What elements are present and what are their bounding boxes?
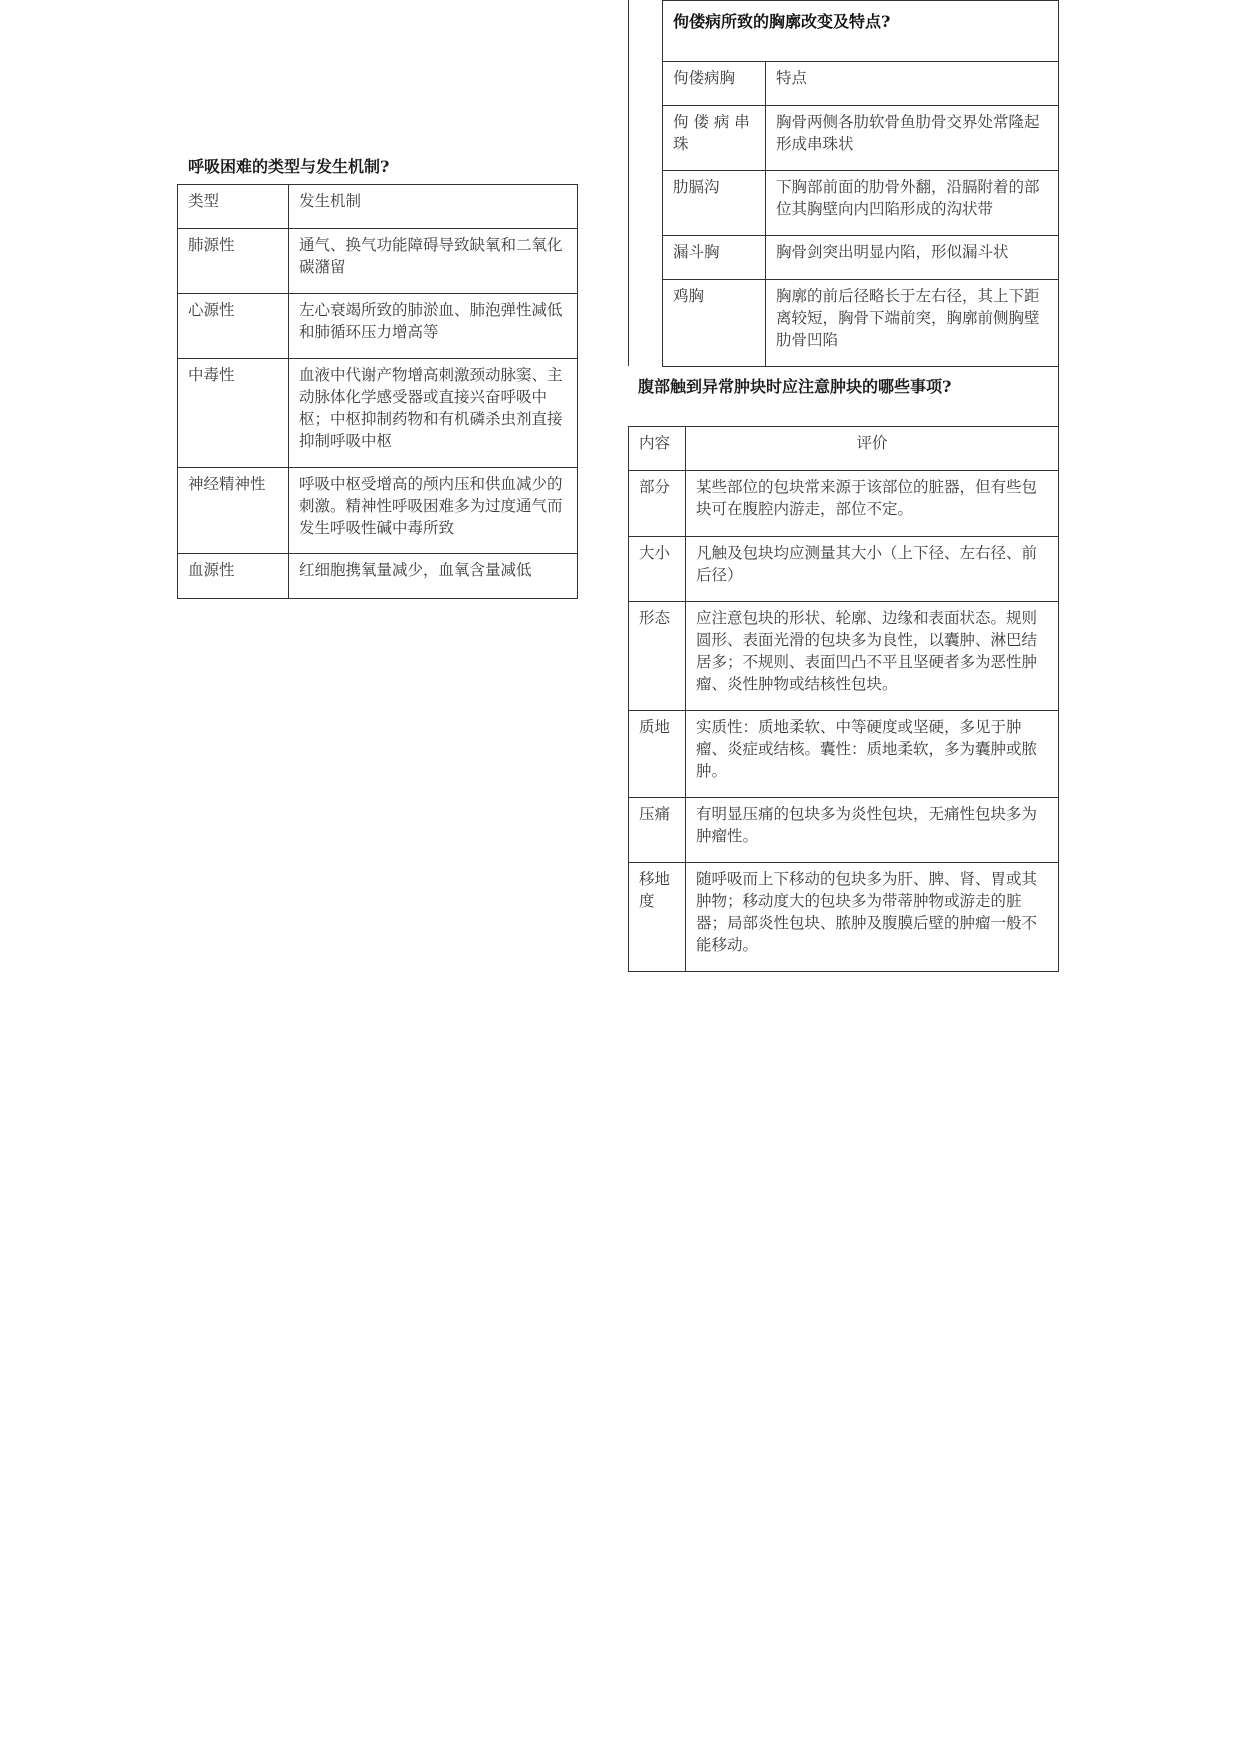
row-eval: 实质性：质地柔软、中等硬度或坚硬，多见于肿瘤、炎症或结核。囊性：质地柔软，多为囊肿或脓肿。 xyxy=(686,711,1059,798)
row-mechanism: 呼吸中枢受增高的颅内压和供血减少的刺激。精神性呼吸困难多为过度通气而发生呼吸性碱中毒所致 xyxy=(289,468,578,554)
row-eval: 有明显压痛的包块多为炎性包块，无痛性包块多为肿瘤性。 xyxy=(686,798,1059,863)
row-item: 形态 xyxy=(629,602,686,711)
row-feature: 下胸部前面的肋骨外翻，沿膈附着的部位其胸壁向内凹陷形成的沟状带 xyxy=(766,171,1059,236)
dyspnea-table xyxy=(177,184,578,599)
row-item: 大小 xyxy=(629,537,686,602)
table-row xyxy=(178,554,578,599)
table-row xyxy=(629,471,1059,537)
table-row xyxy=(629,711,1059,798)
table-row xyxy=(629,798,1059,863)
row-name: 漏斗胸 xyxy=(663,236,766,280)
row-mechanism: 通气、换气功能障碍导致缺氧和二氧化碳潴留 xyxy=(289,229,578,294)
table-row xyxy=(178,468,578,554)
table-row xyxy=(663,236,1059,280)
table-row xyxy=(663,106,1059,171)
mass-table xyxy=(628,426,1059,972)
row-eval: 凡触及包块均应测量其大小（上下径、左右径、前后径） xyxy=(686,537,1059,602)
row-eval: 随呼吸而上下移动的包块多为肝、脾、肾、胃或其肿物；移动度大的包块多为带蒂肿物或游走的脏器；局部炎性包块、脓肿及腹膜后壁的肿瘤一般不能移动。 xyxy=(686,863,1059,972)
table-title-row xyxy=(663,1,1059,62)
rickets-table xyxy=(662,0,1059,367)
left-border-line xyxy=(628,0,629,366)
right-border-line xyxy=(1058,366,1059,426)
row-item: 移地度 xyxy=(629,863,686,972)
table-header-row xyxy=(629,427,1059,471)
row-item: 压痛 xyxy=(629,798,686,863)
header-mechanism: 发生机制 xyxy=(289,185,578,229)
table-row xyxy=(178,229,578,294)
header-name: 佝偻病胸 xyxy=(663,62,766,106)
header-type: 类型 xyxy=(178,185,289,229)
row-eval: 应注意包块的形状、轮廓、边缘和表面状态。规则圆形、表面光滑的包块多为良性，以囊肿、淋巴结居多；不规则、表面凹凸不平且坚硬者多为恶性肿瘤、炎性肿物或结核性包块。 xyxy=(686,602,1059,711)
row-mechanism: 血液中代谢产物增高刺激颈动脉窦、主动脉体化学感受器或直接兴奋呼吸中枢；中枢抑制药物和有机磷杀虫剂直接抑制呼吸中枢 xyxy=(289,359,578,468)
table-row xyxy=(629,537,1059,602)
row-mechanism: 左心衰竭所致的肺淤血、肺泡弹性减低和肺循环压力增高等 xyxy=(289,294,578,359)
row-name: 肋膈沟 xyxy=(663,171,766,236)
table-row xyxy=(629,602,1059,711)
row-item: 质地 xyxy=(629,711,686,798)
row-name: 鸡胸 xyxy=(663,280,766,367)
mass-title: 腹部触到异常肿块时应注意肿块的哪些事项? xyxy=(638,377,952,396)
row-type: 中毒性 xyxy=(178,359,289,468)
header-eval: 评价 xyxy=(686,427,1059,471)
row-mechanism: 红细胞携氧量减少，血氧含量减低 xyxy=(289,554,578,599)
row-eval: 某些部位的包块常来源于该部位的脏器，但有些包块可在腹腔内游走，部位不定。 xyxy=(686,471,1059,537)
table-row xyxy=(178,294,578,359)
rickets-title: 佝偻病所致的胸廓改变及特点? xyxy=(663,1,1059,62)
row-type: 肺源性 xyxy=(178,229,289,294)
dyspnea-title: 呼吸困难的类型与发生机制? xyxy=(188,157,390,176)
row-type: 心源性 xyxy=(178,294,289,359)
row-type: 神经精神性 xyxy=(178,468,289,554)
row-name: 佝 偻 病 串 珠 xyxy=(663,106,766,171)
header-feature: 特点 xyxy=(766,62,1059,106)
table-header-row xyxy=(178,185,578,229)
table-header-row xyxy=(663,62,1059,106)
table-row xyxy=(178,359,578,468)
row-feature: 胸骨两侧各肋软骨鱼肋骨交界处常隆起形成串珠状 xyxy=(766,106,1059,171)
row-feature: 胸廓的前后径略长于左右径，其上下距离较短，胸骨下端前突，胸廓前侧胸壁肋骨凹陷 xyxy=(766,280,1059,367)
row-type: 血源性 xyxy=(178,554,289,599)
table-row xyxy=(663,171,1059,236)
table-row xyxy=(663,280,1059,367)
row-item: 部分 xyxy=(629,471,686,537)
header-item: 内容 xyxy=(629,427,686,471)
row-feature: 胸骨剑突出明显内陷，形似漏斗状 xyxy=(766,236,1059,280)
table-row xyxy=(629,863,1059,972)
